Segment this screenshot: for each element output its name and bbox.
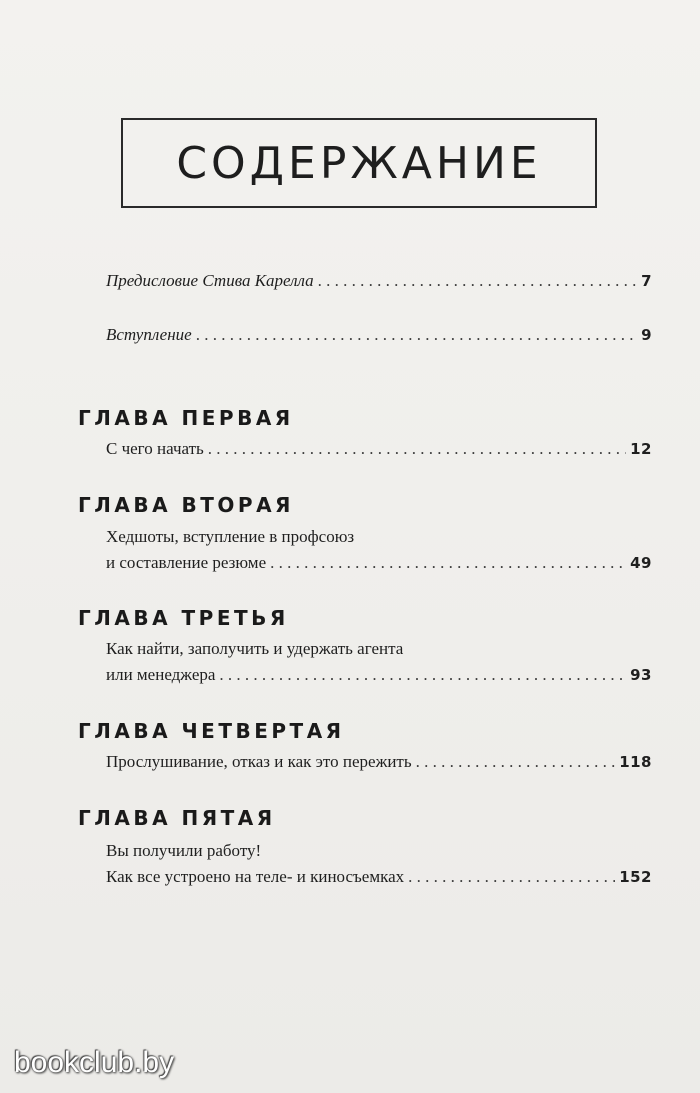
chapter-heading-1: ГЛАВА ПЕРВАЯ	[78, 406, 294, 430]
toc-page-number: 9	[641, 326, 652, 344]
toc-page-number: 7	[641, 272, 652, 290]
toc-entry-chapter-3-line-1: Как найти, заполучить и удержать агента	[106, 639, 404, 658]
toc-entry-chapter-1	[106, 438, 652, 460]
chapter-heading-3: ГЛАВА ТРЕТЬЯ	[78, 606, 289, 630]
leader-dots	[318, 270, 637, 292]
leader-dots	[219, 664, 626, 686]
chapter-heading-4: ГЛАВА ЧЕТВЕРТАЯ	[78, 719, 345, 743]
toc-entry-introduction	[106, 324, 652, 346]
chapter-heading-5: ГЛАВА ПЯТАЯ	[78, 806, 276, 830]
leader-dots	[416, 751, 616, 773]
toc-page-number: 49	[630, 554, 652, 572]
leader-dots	[270, 552, 626, 574]
toc-page-number: 12	[630, 440, 652, 458]
leader-dots	[408, 866, 615, 888]
toc-page-number: 93	[630, 666, 652, 684]
toc-entry-label: Как все устроено на теле- и киносъемках	[106, 867, 405, 886]
toc-entry-chapter-5	[106, 866, 652, 888]
toc-entry-label: и составление резюме	[106, 553, 267, 572]
site-watermark: bookclub.by	[14, 1046, 175, 1079]
toc-entry-chapter-5-line-1: Вы получили работу!	[106, 841, 262, 860]
toc-entry-label: Вступление	[106, 325, 192, 344]
toc-entry-chapter-2	[106, 552, 652, 574]
toc-entry-chapter-2-line-1: Хедшоты, вступление в профсоюз	[106, 527, 355, 546]
toc-page-number: 152	[619, 868, 652, 886]
toc-entry-label: или менеджера	[106, 665, 216, 684]
toc-entry-label: С чего начать	[106, 439, 204, 458]
toc-entry-foreword	[106, 270, 652, 292]
contents-title-box	[121, 118, 597, 208]
toc-entry-chapter-3	[106, 664, 652, 686]
chapter-heading-2: ГЛАВА ВТОРАЯ	[78, 493, 294, 517]
toc-entry-chapter-4	[106, 751, 652, 773]
contents-title: СОДЕРЖАНИЕ	[176, 137, 542, 189]
toc-entry-label: Прослушивание, отказ и как это пережить	[106, 752, 412, 771]
toc-page-number: 118	[619, 753, 652, 771]
toc-entry-label: Предисловие Стива Карелла	[106, 271, 314, 290]
leader-dots	[196, 324, 637, 346]
leader-dots	[208, 438, 626, 460]
